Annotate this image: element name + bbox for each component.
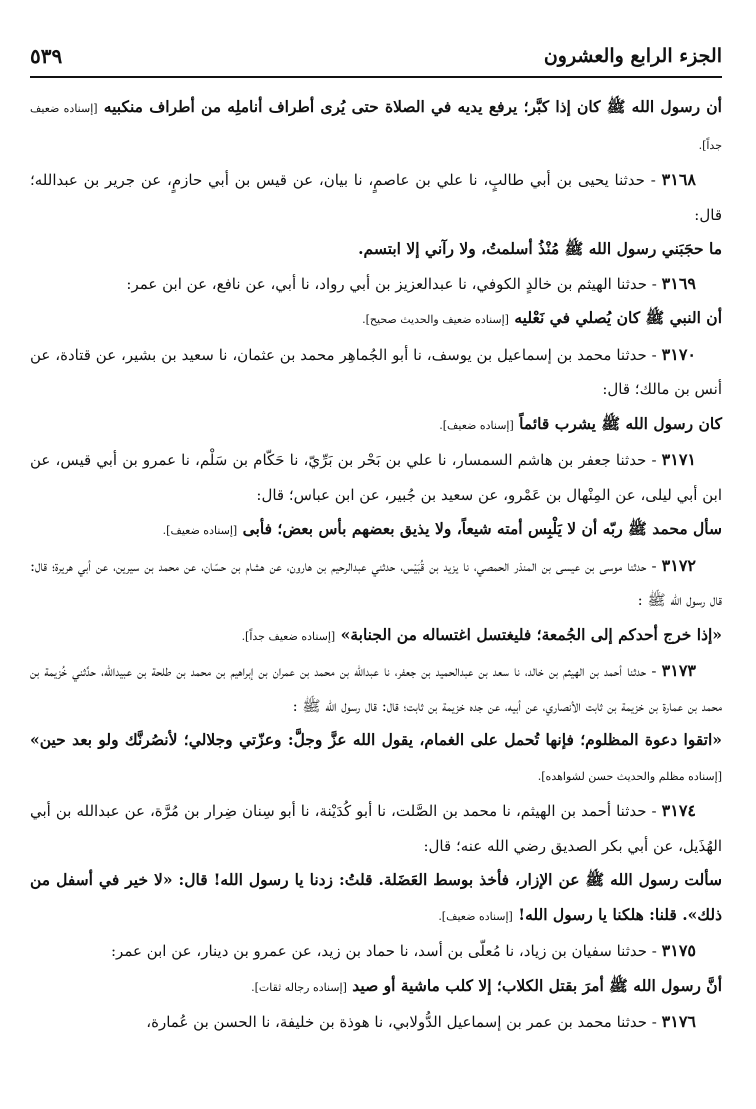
hadith-text bbox=[30, 723, 722, 794]
grading-note: [إسناده مظلم والحديث حسن لشواهده]. bbox=[537, 769, 722, 783]
hadith-text bbox=[30, 301, 722, 338]
paragraph-text: - حدثنا محمد بن إسماعيل بن يوسف، نا أبو الجُماهِر محمد بن عثمان، نا سعيد بن بشير، عن قتادة، عن أنس بن مالك؛ قال: bbox=[30, 345, 722, 398]
hadith-chain bbox=[30, 338, 722, 407]
hadith-chain bbox=[30, 934, 722, 969]
paragraph-text: «اتقوا دعوة المظلوم؛ فإنها تُحمل على الغمام، يقول الله عزَّ وجلَّ: وعزّتي وجلالي؛ لأنصُرنَّك ولو بعد حين» bbox=[30, 730, 722, 749]
grading-note: [إسناده ضعيف والحديث صحيح]. bbox=[362, 313, 509, 326]
paragraph-text: ما حجَبَني رسول الله ﷺ مُنْذُ أسلمتُ، ولا رآني إلا ابتسم. bbox=[358, 239, 722, 258]
hadith-number: ٣١٧٠ bbox=[661, 344, 696, 364]
paragraph-text: - حدثنا سفيان بن زياد، نا مُعلّى بن أسد، نا حماد بن زيد، عن عمرو بن دينار، عن ابن عمر: bbox=[110, 942, 662, 960]
hadith-text bbox=[30, 512, 722, 549]
grading-note: [إسناده ضعيف]. bbox=[439, 418, 514, 432]
paragraph-text: - حدثنا أحمد بن الهيثم بن خالد، نا سعد بن عبدالحميد بن جعفر، نا عبدالله بن محمد بن عمران بن إبراهيم بن محمد بن طلحة بن عبيدالله، حدَّثني خُزيمة بن محمد بن عمارة بن خزيمة بن ثابت الأنصاري، عن أبيه، عن جده خزيمة بن ثابت؛ قال: قال رسول الله ﷺ : bbox=[30, 662, 722, 715]
hadith-chain bbox=[30, 163, 722, 232]
page-number: ٥٣٩ bbox=[30, 44, 63, 68]
hadith-number: ٣١٧٦ bbox=[661, 1012, 696, 1031]
hadith-text bbox=[30, 969, 722, 1006]
hadith-number: ٣١٧٥ bbox=[661, 941, 696, 960]
running-title: الجزء الرابع والعشرون bbox=[543, 45, 722, 67]
hadith-text bbox=[30, 90, 722, 163]
page-body bbox=[30, 90, 722, 1040]
grading-note: [إسناده ضعيف]. bbox=[438, 909, 513, 923]
paragraph-text: أن النبي ﷺ كان يُصلي في نَعْليه bbox=[514, 308, 722, 327]
paragraph-text: كان رسول الله ﷺ يشرب قائماً bbox=[519, 413, 722, 433]
hadith-chain bbox=[30, 549, 722, 618]
paragraph-text: أن رسول الله ﷺ كان إذا كبَّر؛ يرفع يديه في الصلاة حتى يُرى أطراف أناملِه من أطراف منكبيه bbox=[103, 97, 722, 116]
grading-note: [إسناده رجاله ثقات]. bbox=[251, 980, 347, 994]
paragraph-text: - حدثنا موسى بن عيسى بن المنذر الحمصي، نا يزيد بن قُبَيْس، حدثني عبدالرحيم بن هارون، عن هشام بن حسّان، عن محمد بن سيرين، عن أبي هريرة؛ قال: قال رسول الله ﷺ : bbox=[30, 556, 722, 609]
page-header bbox=[30, 38, 722, 74]
paragraph-text: سأل محمد ﷺ ربّه أن لا يَلْبِس أمته شيعاً، ولا يذيق بعضهم بأس بعض؛ فأبى bbox=[242, 519, 722, 538]
hadith-chain bbox=[30, 267, 722, 302]
paragraph-text: أنَّ رسول الله ﷺ أمرَ بقتل الكلاب؛ إلا كلب ماشية أو صيد bbox=[352, 975, 722, 995]
paragraph-text: - حدثنا أحمد بن الهيثم، نا محمد بن الصَّلت، نا أبو كُدَيْنة، نا أبو سِنان ضِرار بن مُرَّة، عن عبدالله بن أبي الهُذَيل، عن أبي بكر الصديق رضي الله عنه؛ قال: bbox=[30, 802, 722, 855]
hadith-chain bbox=[30, 443, 722, 512]
hadith-chain bbox=[30, 1005, 722, 1040]
hadith-number: ٣١٧٤ bbox=[661, 801, 696, 820]
paragraph-text: سألت رسول الله ﷺ عن الإزار، فأخذ بوسط العَضَلة. قلتُ: زدنا يا رسول الله! قال: «لا خير في أسفل من ذلك». قلنا: هلكنا يا رسول الله! bbox=[30, 870, 722, 924]
paragraph-text: - حدثنا يحيى بن أبي طالبٍ، نا علي بن عاصمٍ، نا بيان، عن قيس بن أبي حازمٍ، عن جرير بن عبدالله؛ قال: bbox=[30, 171, 722, 224]
hadith-number: ٣١٦٨ bbox=[661, 170, 696, 189]
paragraph-text: - حدثنا محمد بن عمر بن إسماعيل الدُّولابي، نا هوذة بن خليفة، نا الحسن بن عُمارة، bbox=[146, 1013, 662, 1031]
hadith-number: ٣١٧٢ bbox=[661, 555, 696, 575]
paragraph-text: - حدثنا جعفر بن هاشم السمسار، نا علي بن بَحْر بن بَرِّيّ، نا حَكّام بن سَلْم، نا عمرو بن أبي قيس، عن ابن أبي ليلى، عن المِنْهال بن عَمْرو، عن سعيد بن جُبير، عن ابن عباس؛ قال: bbox=[30, 451, 722, 504]
hadith-text bbox=[30, 407, 722, 444]
hadith-chain bbox=[30, 794, 722, 863]
paragraph-text: «إذا خرج أحدكم إلى الجُمعة؛ فليغتسل اغتساله من الجنابة» bbox=[340, 624, 722, 644]
grading-note: [إسناده ضعيف]. bbox=[162, 524, 238, 537]
hadith-number: ٣١٧٣ bbox=[661, 661, 696, 680]
hadith-text bbox=[30, 618, 722, 655]
paragraph-text: - حدثنا الهيثم بن خالدٍ الكوفي، نا عبدالعزيز بن أبي رواد، نا أبي، عن نافع، عن ابن عمر: bbox=[126, 274, 662, 293]
hadith-number: ٣١٦٩ bbox=[661, 273, 696, 293]
hadith-text bbox=[30, 863, 722, 934]
hadith-text bbox=[30, 232, 722, 267]
header-rule bbox=[30, 76, 722, 78]
hadith-chain bbox=[30, 654, 722, 723]
grading-note: [إسناده ضعيف جداً]. bbox=[241, 629, 336, 643]
grading-note: [إسناده ضعيف جداً]. bbox=[30, 102, 722, 152]
hadith-number: ٣١٧١ bbox=[661, 450, 696, 469]
